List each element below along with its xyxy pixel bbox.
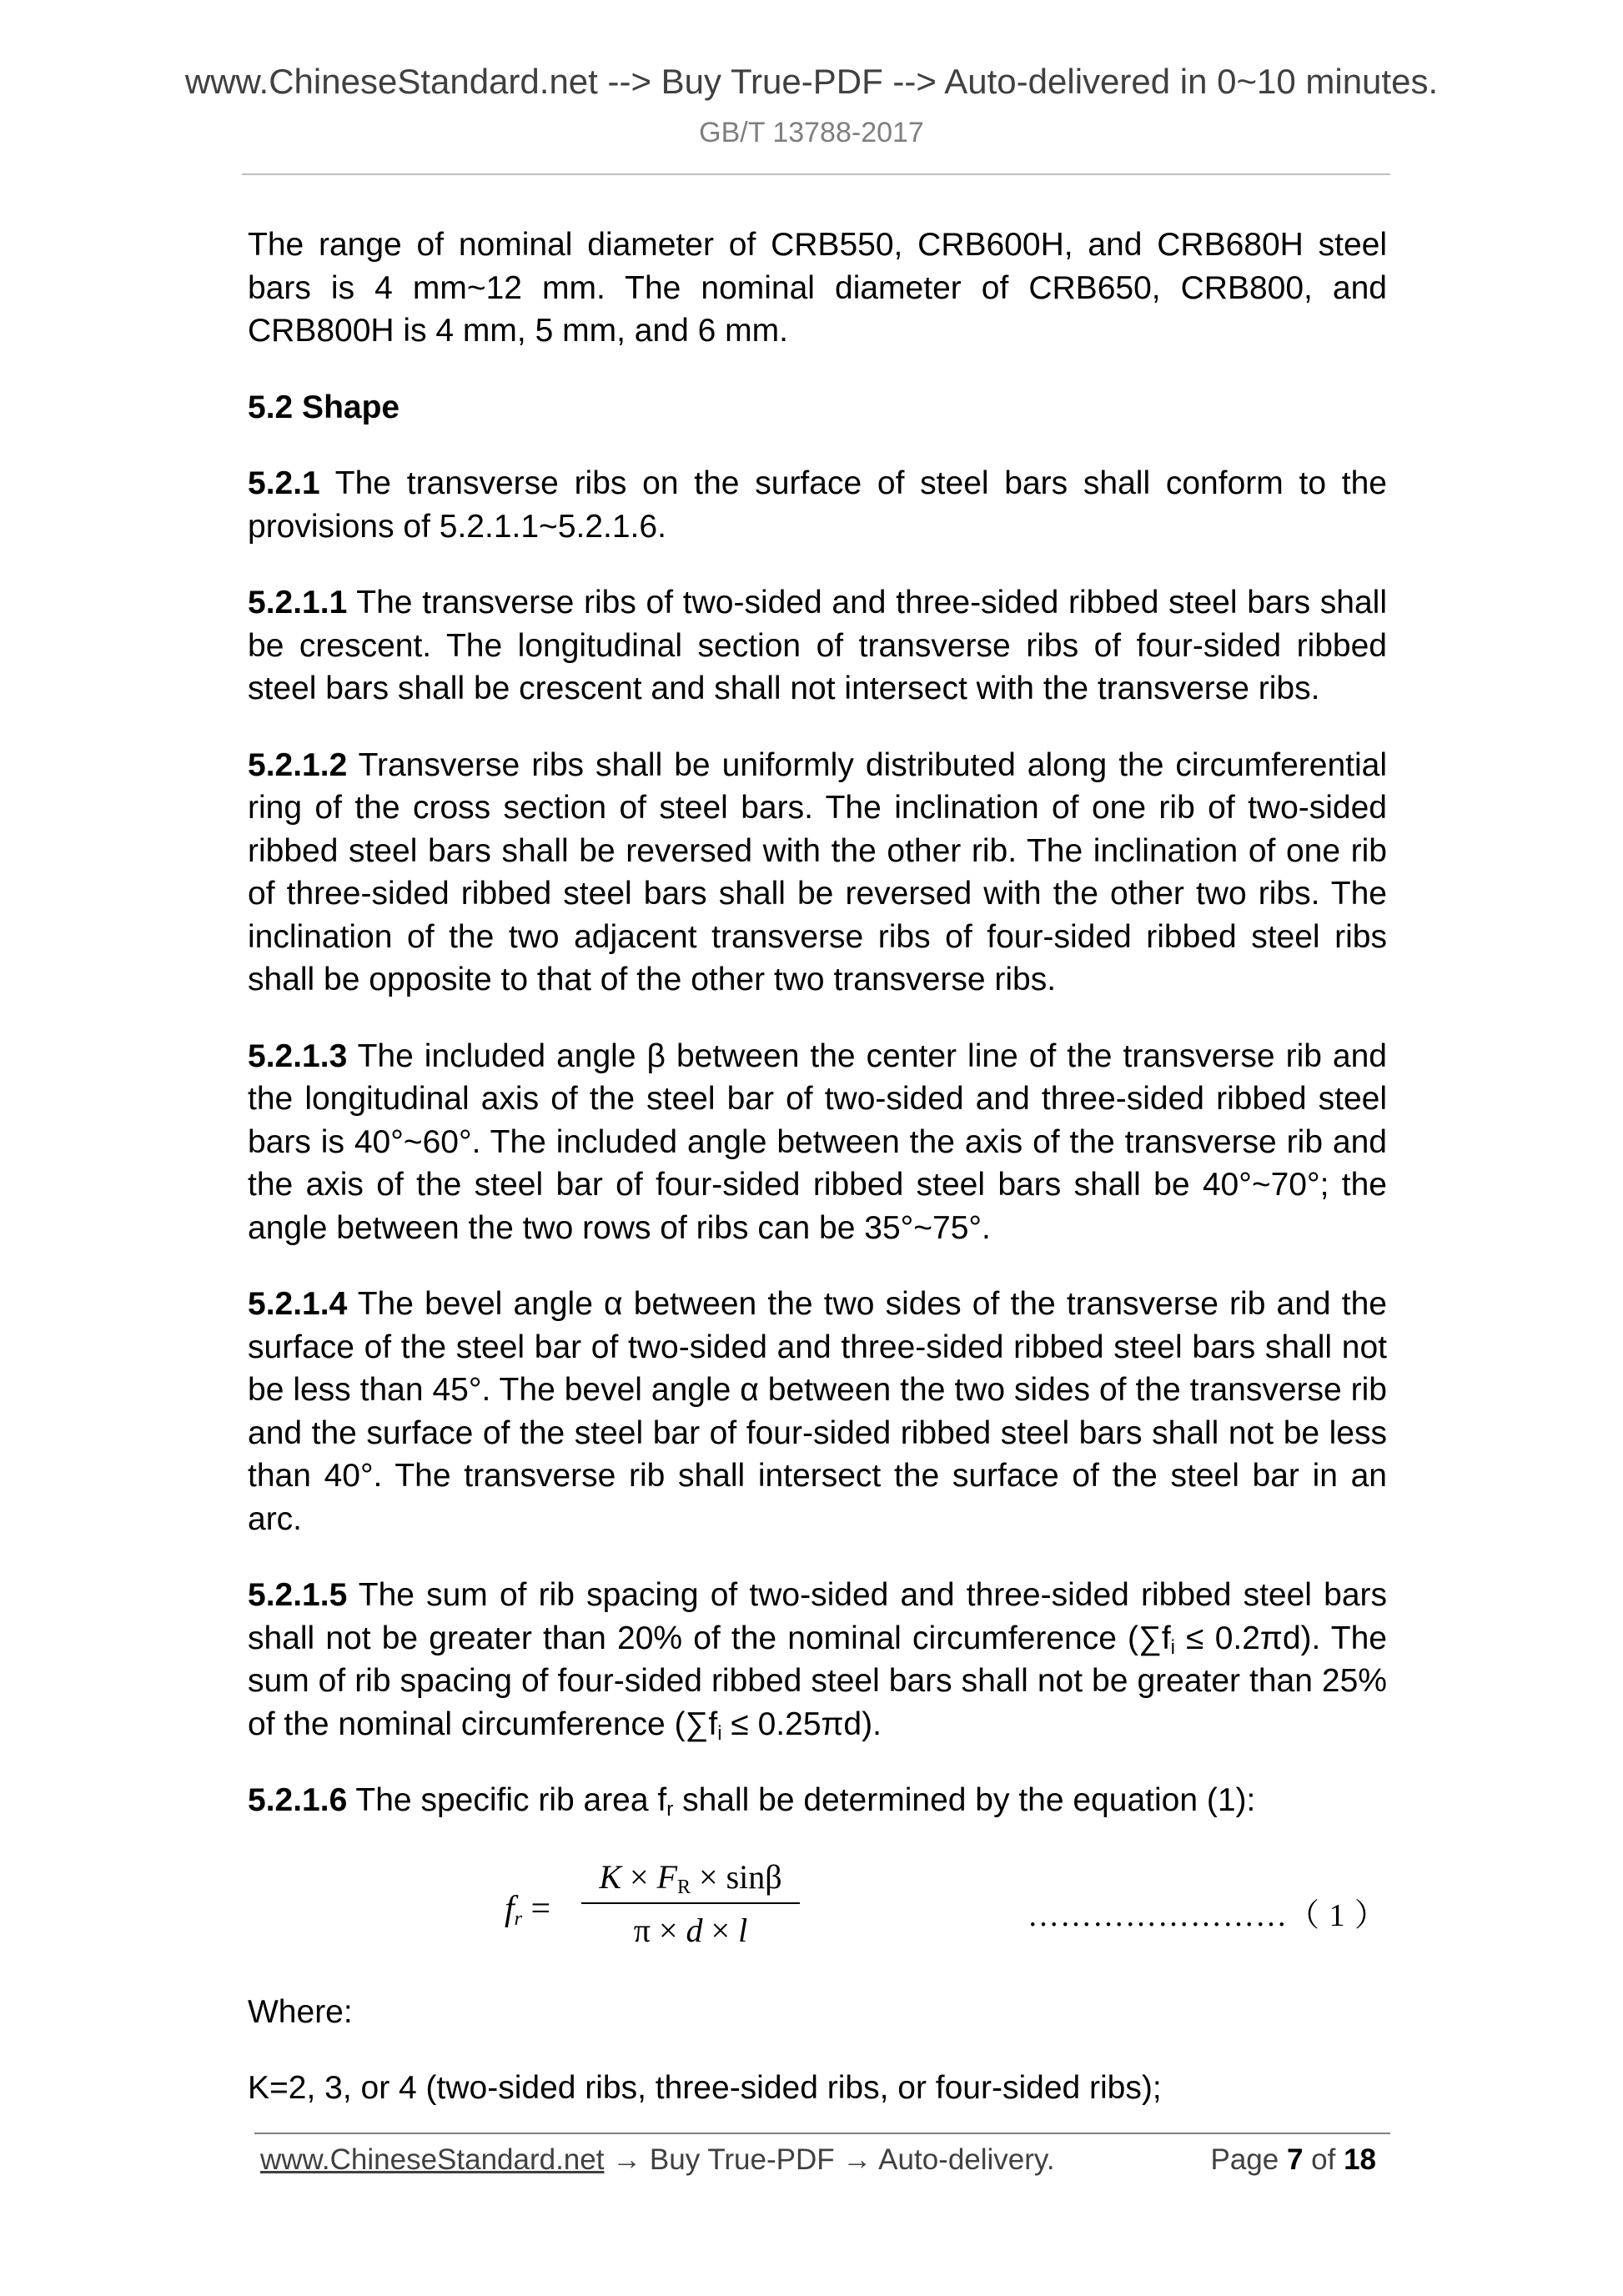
clause-text: The specific rib area f xyxy=(347,1782,667,1818)
where-label: Where: xyxy=(248,1993,353,2030)
equation-lhs: $f_r$ = xyxy=(505,1889,551,1930)
clause-number: 5.2.1.6 xyxy=(248,1782,348,1818)
clause-number: 5.2.1 xyxy=(248,465,320,501)
clause-text: The bevel angle α between the two sides of the transverse rib and the surface of the steel bar of two-sided and three-sided ribbed steel bars shall not be less than 45°. The bevel angle α between the two sides of the transverse rib and the surface of the steel bar of four-sided ribbed steel bars shall not be less than 40°. The transverse rib shall intersect the surface of the steel bar in an arc. xyxy=(248,1286,1387,1537)
clause-number: 5.2.1.1 xyxy=(248,585,348,620)
footer-divider xyxy=(254,2133,1390,2134)
clause-5-2-1-5 xyxy=(248,1574,1387,1746)
clause-text: ≤ 0.2πd). The sum of rib spacing of four-sided ribbed steel bars shall not be greater than 25% of the nominal circumference (∑f xyxy=(248,1620,1387,1742)
clause-5-2-1-3 xyxy=(248,1035,1387,1250)
clause-text: The included angle β between the center line of the transverse rib and the longitudinal axis of the steel bar of two-sided and three-sided ribbed steel bars is 40°~60°. The included angle between the axis of the transverse rib and the axis of the steel bar of four-sided ribbed steel bars shall be 40°~70°; the angle between the two rows of ribs can be 35°~75°. xyxy=(248,1037,1387,1246)
clause-text: shall be determined by the equation (1): xyxy=(673,1782,1256,1818)
subscript: i xyxy=(717,1721,722,1745)
header-divider xyxy=(242,173,1390,175)
clause-5-2-1-2 xyxy=(248,744,1387,1002)
document-body xyxy=(248,224,1387,2143)
clause-text: Transverse ribs shall be uniformly distributed along the circumferential ring of the cross section of steel bars. The inclination of one rib of two-sided ribbed steel bars shall be reversed with the other rib. The inclination of one rib of three-sided ribbed steel bars shall be reversed with the other two ribs. The inclination of the two adjacent transverse ribs of four-sided ribbed steel ribs shall be opposite to that of the other two transverse ribs. xyxy=(248,746,1387,997)
clause-5-2-1 xyxy=(248,462,1387,548)
clause-5-2-1-1 xyxy=(248,581,1387,711)
current-page: 7 xyxy=(1286,2143,1304,2176)
footer-link[interactable]: www.ChineseStandard.net xyxy=(260,2143,605,2176)
standard-code: GB/T 13788-2017 xyxy=(699,117,924,148)
page-indicator: Page 7 of 18 xyxy=(1210,2143,1376,2176)
subscript: i xyxy=(1170,1635,1176,1659)
paragraph-diameter-range: The range of nominal diameter of CRB550, CRB600H, and CRB680H steel bars is 4 mm~12 mm. The nominal diameter of CRB650, CRB800, and CRB800H is 4 mm, 5 mm, and 6 mm. xyxy=(248,227,1387,349)
total-pages: 18 xyxy=(1344,2143,1376,2176)
clause-number: 5.2.1.2 xyxy=(248,746,348,783)
variable-k-definition: K=2, 3, or 4 (two-sided ribs, three-sided ribs, or four-sided ribs); xyxy=(248,2070,1162,2106)
subscript: r xyxy=(666,1798,674,1821)
clause-5-2-1-6 xyxy=(248,1779,1387,1822)
equation-numerator: $K \times F_R \times \sin\beta$ xyxy=(599,1857,782,1898)
clause-text: The sum of rib spacing of two-sided and three-sided ribbed steel bars shall not be greater than 20% of the nominal circumference (∑f xyxy=(248,1577,1387,1656)
equation-fraction xyxy=(581,1856,800,1952)
equation-1 xyxy=(248,1856,1387,1956)
clause-text: ≤ 0.25πd). xyxy=(721,1706,882,1742)
equation-number: ……………………（ 1 ） xyxy=(1027,1897,1387,1933)
footer-text: → Buy True-PDF → Auto-delivery. xyxy=(604,2143,1055,2176)
clause-5-2-1-4 xyxy=(248,1283,1387,1540)
equation-denominator: π × d × l xyxy=(633,1911,748,1949)
clause-text: The transverse ribs on the surface of steel bars shall conform to the provisions of 5.2.1.1~5.2.1.6. xyxy=(248,465,1387,545)
clause-text: The transverse ribs of two-sided and three-sided ribbed steel bars shall be crescent. The longitudinal section of transverse ribs of four-sided ribbed steel bars shall be crescent and shall not intersect with the transverse ribs. xyxy=(248,585,1387,706)
header-title: www.ChineseStandard.net --> Buy True-PDF --> Auto-delivered in 0~10 minutes. xyxy=(184,62,1439,101)
clause-number: 5.2.1.4 xyxy=(248,1286,348,1322)
section-title-shape: 5.2 Shape xyxy=(248,389,400,425)
clause-number: 5.2.1.5 xyxy=(248,1577,348,1613)
clause-number: 5.2.1.3 xyxy=(248,1037,348,1074)
fraction-bar xyxy=(581,1902,800,1904)
footer-left xyxy=(260,2143,1055,2177)
